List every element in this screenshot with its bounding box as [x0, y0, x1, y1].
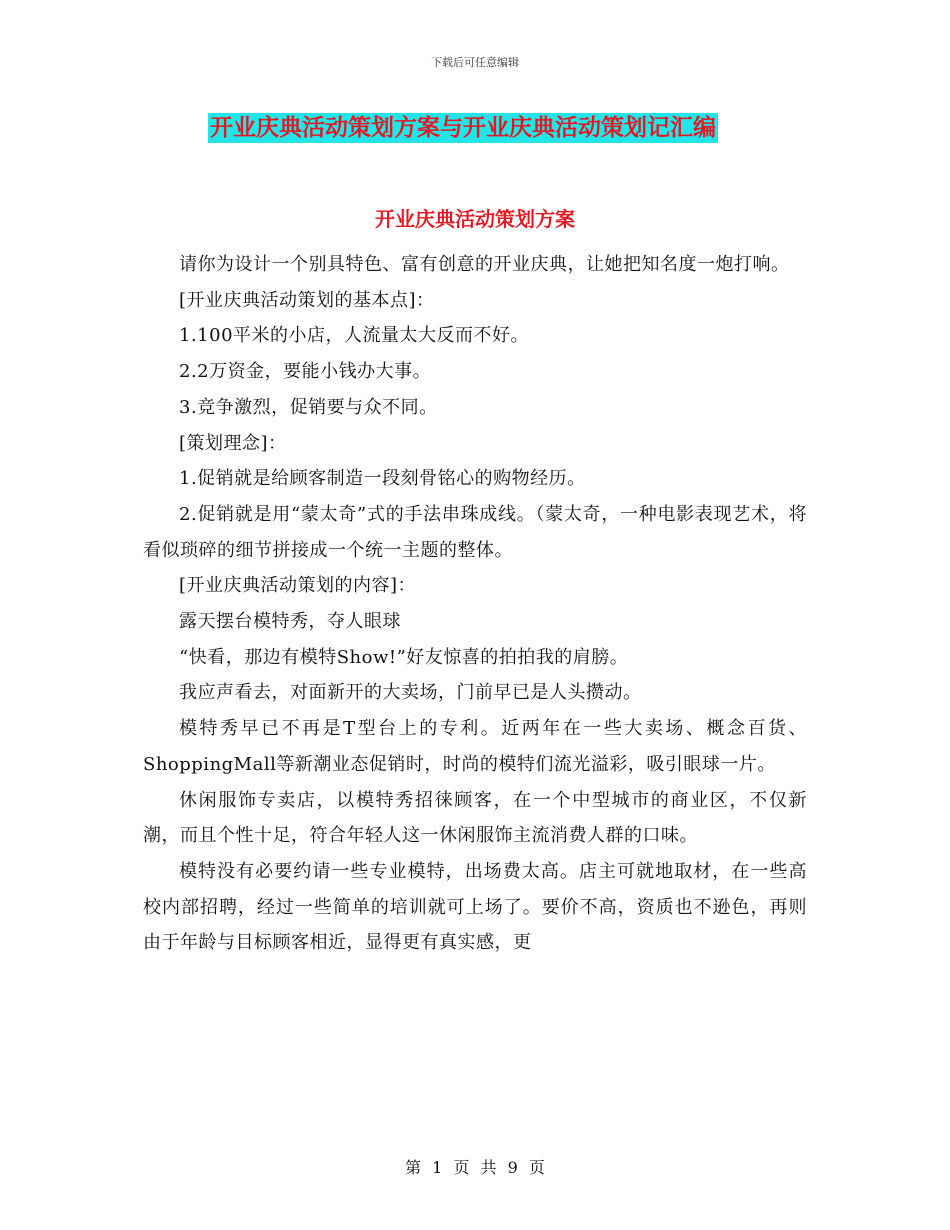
- paragraph: [策划理念]：: [179, 432, 287, 454]
- document-title: 开业庆典活动策划方案与开业庆典活动策划记汇编: [210, 115, 716, 141]
- page-label-suffix: 页: [528, 1158, 545, 1177]
- document-body: [143, 247, 807, 961]
- paragraph: “快看，那边有模特Show!”好友惊喜的拍拍我的肩膀。: [179, 646, 629, 668]
- paragraph: 模特没有必要约请一些专业模特，出场费太高。店主可就地取材，在一些高校内部招聘，经过一些简单的培训就可上场了。要价不高，资质也不逊色，再则由于年龄与目标顾客相近，显得更有真实感，更: [143, 860, 807, 954]
- total-pages: 9: [507, 1158, 518, 1177]
- paragraph: 2.促销就是用“蒙太奇”式的手法串珠成线。（蒙太奇，一种电影表现艺术，将看似琐碎的细节拼接成一个统一主题的整体。: [143, 503, 807, 561]
- page-label-prefix: 第: [405, 1158, 422, 1177]
- section-title: 开业庆典活动策划方案: [375, 207, 575, 231]
- paragraph: 休闲服饰专卖店，以模特秀招徕顾客，在一个中型城市的商业区，不仅新潮，而且个性十足，符合年轻人这一休闲服饰主流消费人群的口味。: [143, 789, 807, 847]
- paragraph: 2.2万资金，要能小钱办大事。: [179, 361, 432, 383]
- paragraph: 1.100平米的小店，人流量太大反而不好。: [179, 325, 530, 347]
- paragraph: 请你为设计一个别具特色、富有创意的开业庆典，让她把知名度一炮打响。: [179, 254, 790, 275]
- paragraph: 露天摆台模特秀，夺人眼球: [179, 611, 401, 633]
- page-number: 1: [432, 1158, 443, 1177]
- page-footer: [0, 1155, 950, 1178]
- page-label-mid: 页 共: [453, 1158, 497, 1177]
- paragraph: [开业庆典活动策划的内容]：: [179, 575, 417, 597]
- paragraph: 我应声看去，对面新开的大卖场，门前早已是人头攒动。: [179, 682, 642, 704]
- paragraph: [开业庆典活动策划的基本点]：: [179, 289, 435, 311]
- paragraph: 3.竞争激烈，促销要与众不同。: [179, 396, 438, 418]
- paragraph: 模特秀早已不再是T型台上的专利。近两年在一些大卖场、概念百货、ShoppingMall等新潮业态促销时，时尚的模特们流光溢彩，吸引眼球一片。: [143, 718, 807, 775]
- header-note: 下载后可任意编辑: [431, 56, 519, 69]
- paragraph: 1.促销就是给顾客制造一段刻骨铭心的购物经历。: [179, 468, 586, 490]
